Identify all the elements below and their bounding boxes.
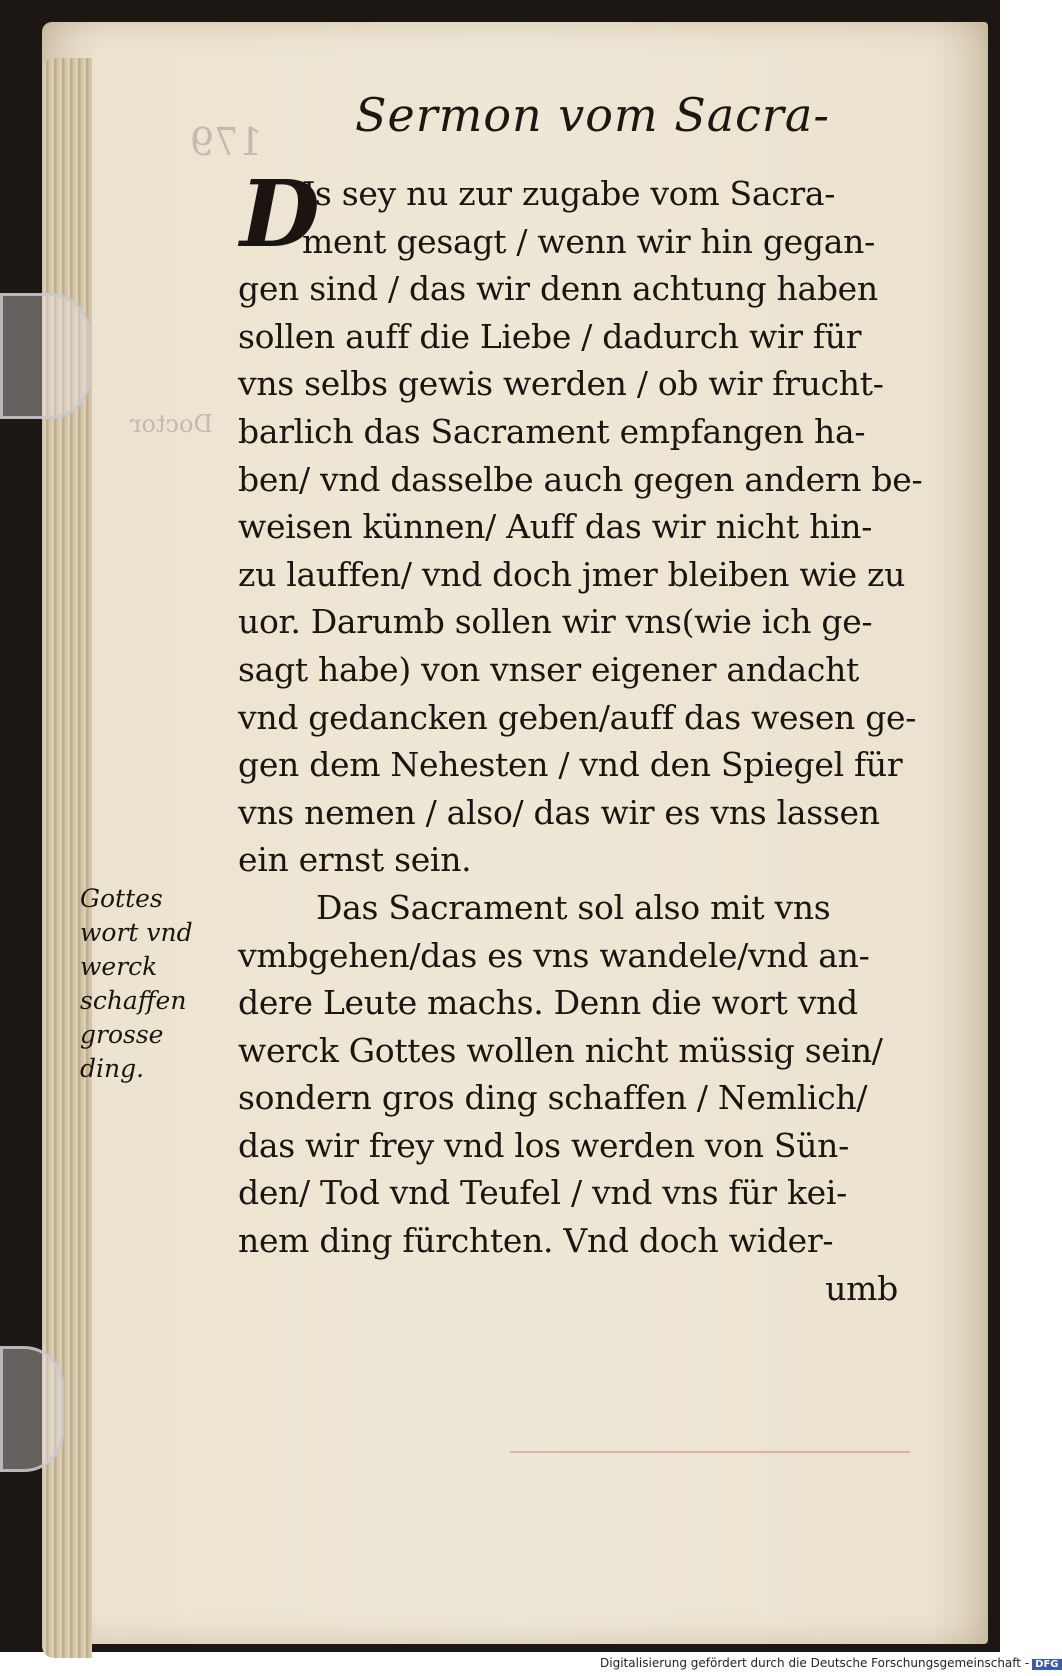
text-line: vnd gedancken geben/auff das wesen ge- bbox=[238, 697, 917, 737]
text-line: uor. Darumb sollen wir vns(wie ich ge- bbox=[238, 602, 873, 642]
text-line: dere Leute machs. Denn die wort vnd bbox=[238, 983, 858, 1023]
marginal-note-line: grosse bbox=[80, 1020, 164, 1049]
text-line: sondern gros ding schaffen / Nemlich/ bbox=[238, 1078, 868, 1118]
drop-capital: D bbox=[240, 160, 320, 268]
text-line: den/ Tod vnd Teufel / vnd vns für kei- bbox=[238, 1173, 847, 1213]
text-line: zu lauffen/ vnd doch jmer bleiben wie zu bbox=[238, 554, 906, 594]
marginal-note-line: Gottes bbox=[80, 884, 163, 913]
text-line: ein ernst sein. bbox=[238, 840, 472, 880]
text-line: vmbgehen/das es vns wandele/vnd an- bbox=[238, 935, 870, 975]
text-line: sollen auff die Liebe / dadurch wir für bbox=[238, 316, 862, 356]
bleed-through-word: Doctor bbox=[130, 410, 213, 438]
marginal-note-line: wort vnd bbox=[80, 918, 193, 947]
text-line: werck Gottes wollen nicht müssig sein/ bbox=[238, 1030, 883, 1070]
marginal-note-line: werck bbox=[80, 952, 158, 981]
running-heading: Sermon vom Sacra- bbox=[355, 88, 830, 142]
text-line: ment gesagt / wenn wir hin gegan- bbox=[302, 221, 875, 261]
text-line: ben/ vnd dasselbe auch gegen andern be- bbox=[238, 459, 923, 499]
marginal-note bbox=[80, 882, 230, 1086]
text-line: vns selbs gewis werden / ob wir frucht- bbox=[238, 364, 884, 404]
dfg-logo: DFG bbox=[1032, 1659, 1061, 1670]
red-ink-mark bbox=[510, 1451, 910, 1453]
catchword: umb bbox=[825, 1268, 898, 1308]
bleed-through-page-number: 179 bbox=[190, 120, 263, 164]
text-line: gen dem Nehesten / vnd den Spiegel für bbox=[238, 745, 903, 785]
text-line: Js sey nu zur zugabe vom Sacra- bbox=[302, 174, 836, 213]
digitization-credit bbox=[600, 1656, 1059, 1676]
text-line: gen sind / das wir denn achtung haben bbox=[238, 269, 878, 309]
text-line: sagt habe) von vnser eigener andacht bbox=[238, 649, 860, 689]
page-clip-top bbox=[0, 293, 90, 419]
text-line: Das Sacrament sol also mit vns bbox=[316, 887, 831, 927]
page-clip-bottom bbox=[0, 1346, 64, 1472]
marginal-note-line: ding. bbox=[80, 1054, 145, 1083]
text-line: vns nemen / also/ das wir es vns lassen bbox=[238, 792, 880, 832]
text-line: nem ding fürchten. Vnd doch wider- bbox=[238, 1221, 834, 1261]
text-line: barlich das Sacrament empfangen ha- bbox=[238, 411, 866, 451]
text-line: weisen künnen/ Auff das wir nicht hin- bbox=[238, 507, 873, 547]
marginal-note-line: schaffen bbox=[80, 986, 187, 1015]
credit-text: Digitalisierung gefördert durch die Deutsche Forschungsgemeinschaft - bbox=[600, 1656, 1030, 1670]
main-text bbox=[238, 160, 928, 1312]
text-line: das wir frey vnd los werden von Sün- bbox=[238, 1125, 849, 1165]
